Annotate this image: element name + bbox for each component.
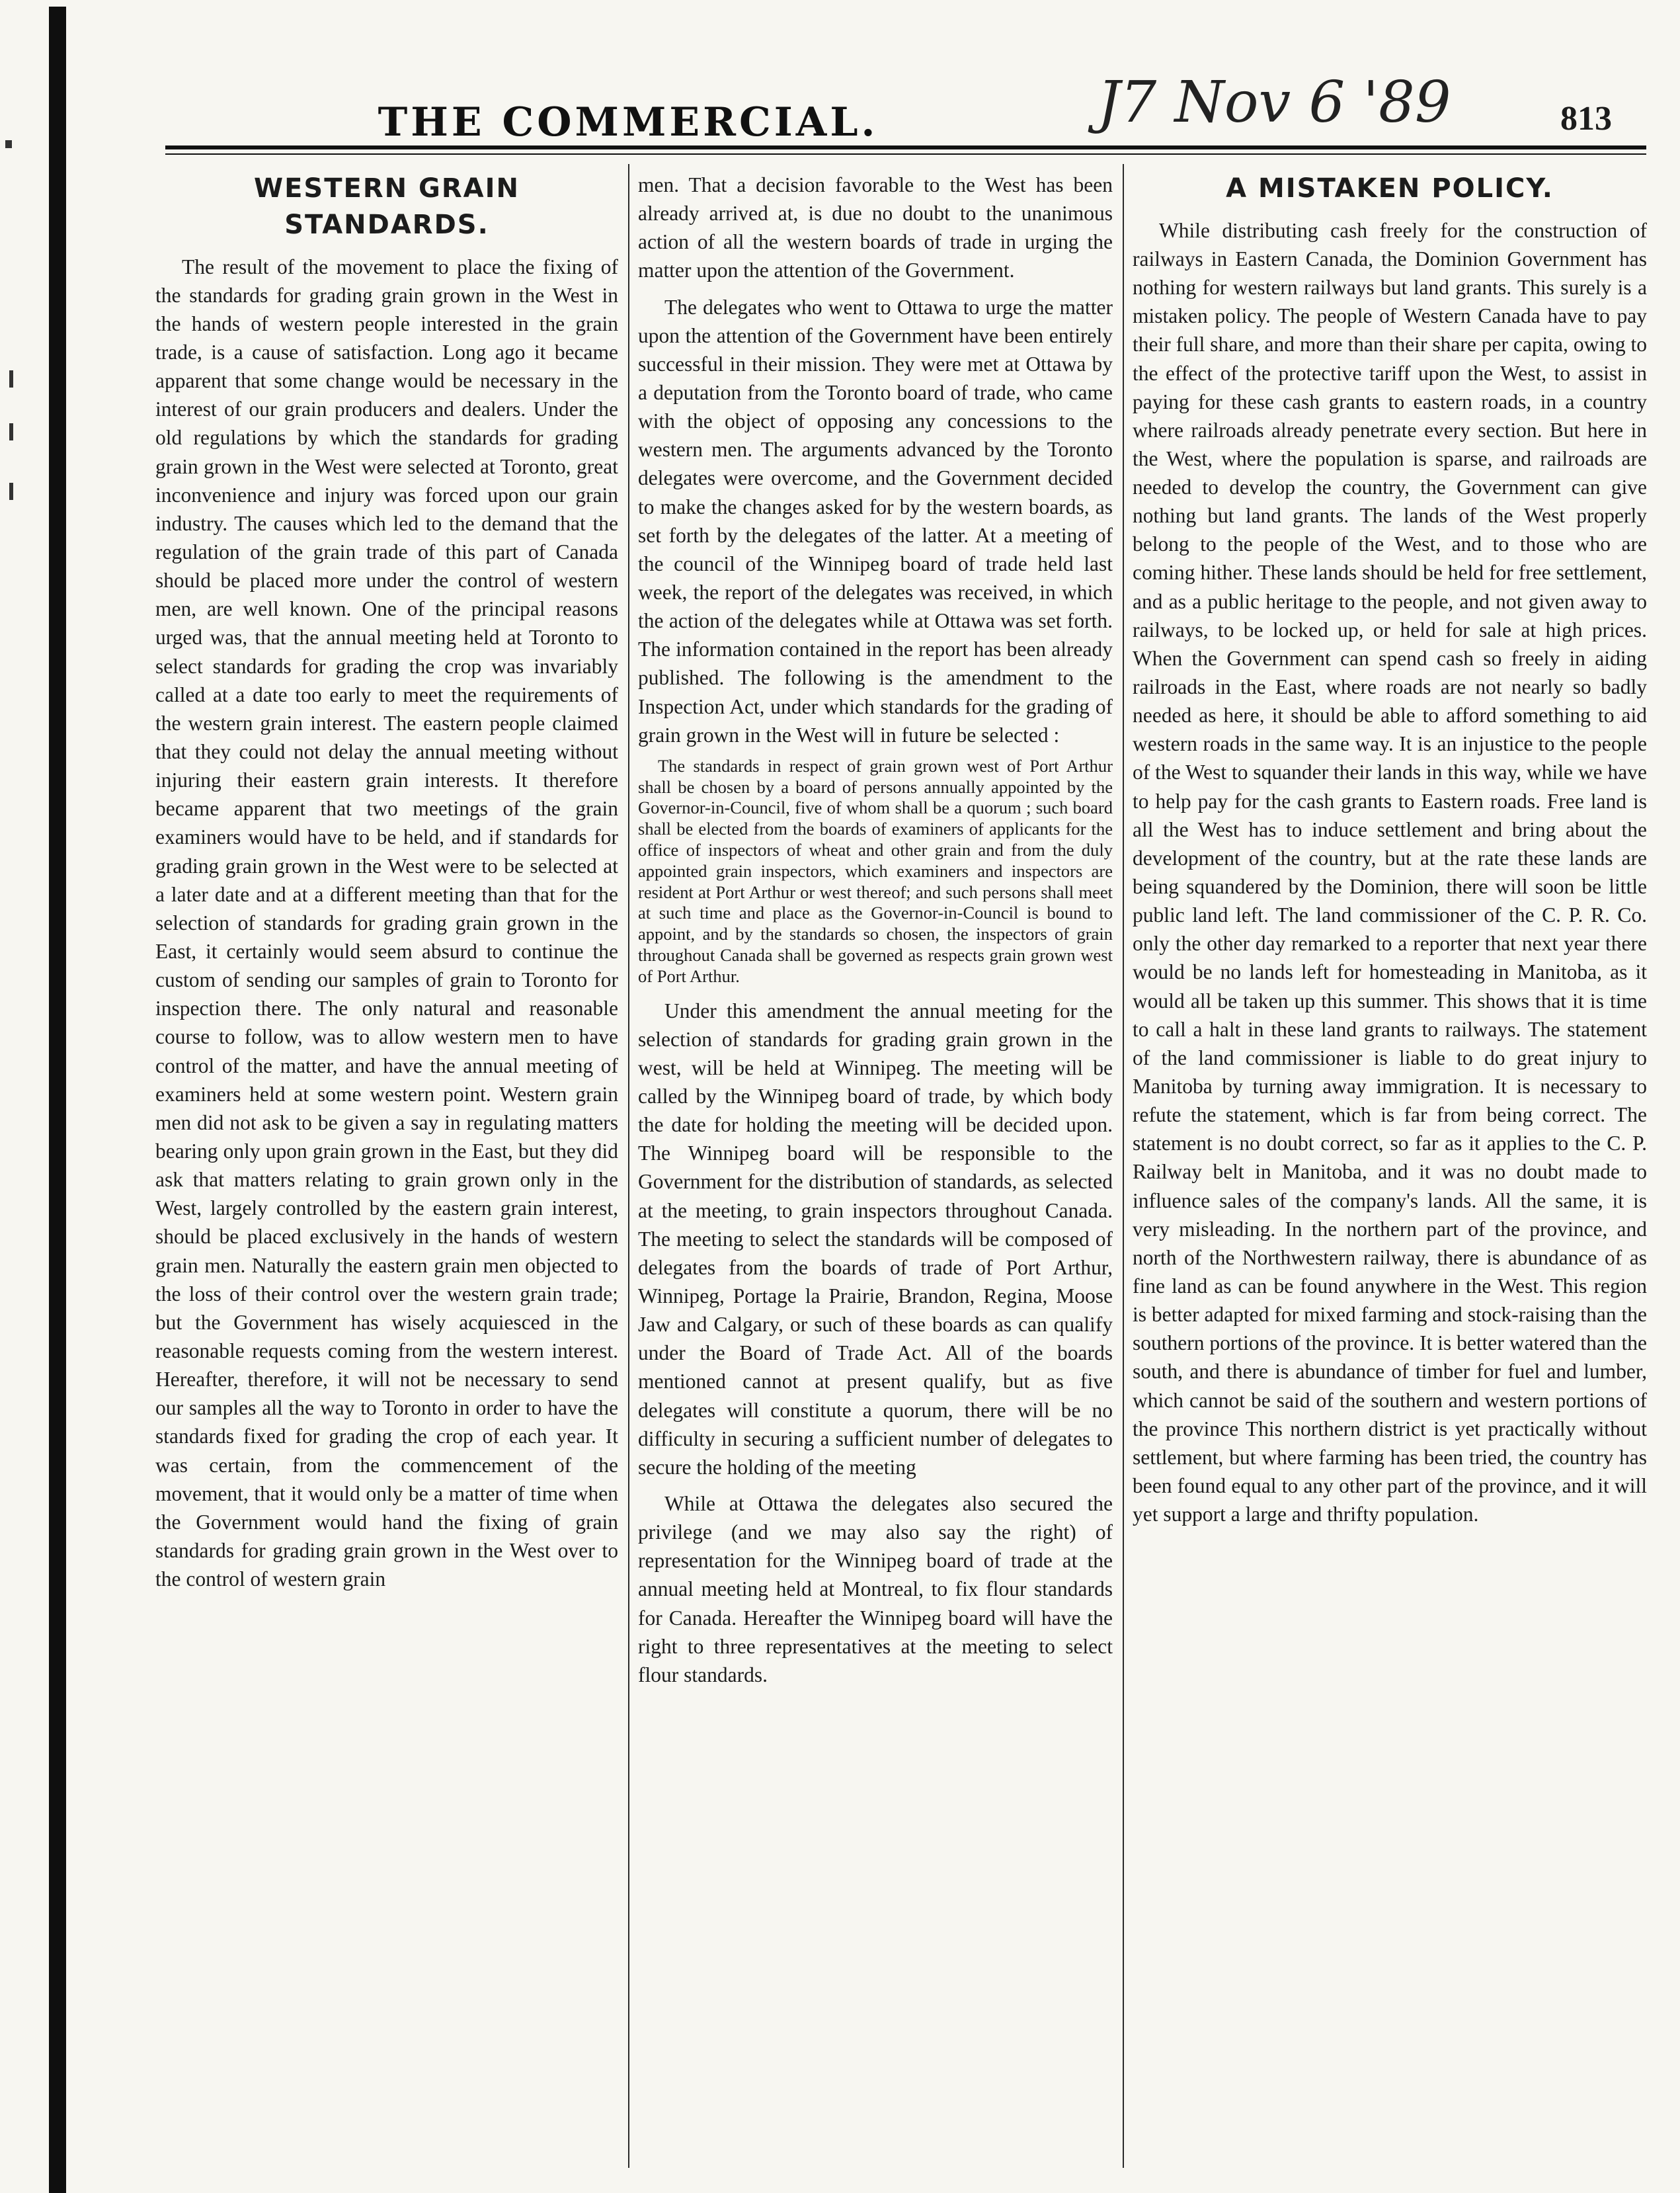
article-paragraph: The delegates who went to Ottawa to urge the matter upon the attention of the Government have been entirely successful in their mission. They were met at Ottawa by a deputation from the Toronto board of trade, who came with the object of opposing any concessions to the western men. The arguments advanced by the Toronto delegates were overcome, and the Government decided to make the changes asked for by the western boards, as set forth by the delegates of the latter. At a meeting of the council of the Winnipeg board of trade held last week, the report of the delegates was received, in which the action of the delegates while at Ottawa was set forth. The information contained in the report has been already published. The following is the amendment to the Inspection Act, under which standards for the grading of grain grown in the West will in future be selected : [638,295,1113,747]
margin-mark [5,140,12,148]
handwritten-date: J7 Nov 6 '89 [1098,69,1451,136]
article-continuation [638,171,1113,2174]
quoted-amendment: The standards in respect of grain grown west of Port Arthur shall be chosen by a board of persons annually appointed by the Governor-in-Council, five of whom shall be a quorum ; such board shall be elected from the boards of examiners of applicants for the office of inspectors of wheat and other grain and from the duly appointed grain inspectors, which examiners and inspectors are resident at Port Arthur or west thereof; and such persons shall meet at such time and place as the Governor-in-Council is bound to appoint, and by the standards so chosen, the inspectors of grain throughout Canada shall be governed as respects grain grown west of Port Arthur. [638,755,1113,986]
article-mistaken-policy [1133,171,1647,2174]
masthead-rule-thin [165,153,1646,155]
column-divider [1123,164,1124,2168]
article-paragraph: The result of the movement to place the fixing of the standards for grading grain grown in the West in the hands of western people interested in the grain trade, is a cause of satisfaction. Long ago it became apparent that some change would be necessary in the interest of our grain producers and dealers. Under the old regulations by which the standards for grading grain grown in the West were selected at Toronto, great inconvenience and injury was forced upon our grain industry. The causes which led to the demand that the regulation of the grain trade of this part of Canada should be placed more under the control of western men, are well known. One of the principal reasons urged was, that the annual meeting held at Toronto to select standards for grading the crop was invariably called at a date too early to meet the requirements of the western grain interest. The eastern people claimed that they could not delay the annual meeting without injuring their eastern grain interests. It therefore became apparent that two meetings of the grain examiners would have to be held, and if standards for grading grain grown in the West were to be selected at a later date and at a different meeting than that for the selection of standards for grading grain grown in the East, it certainly would seem absurd to continue the custom of sending our samples of grain to Toronto for inspection there. The only natural and reasonable course to follow, was to allow western men to have control of the matter, and have the annual meeting of examiners held at some western point. Western grain men did not ask to be given a say in regulating matters bearing only upon grain grown in the East, but they did ask that matters relating to grain grown only in the West, largely controlled by the eastern grain interest, should be placed exclusively in the hands of western grain men. Naturally the eastern grain men objected to the loss of their control over the western grain trade; but the Government has wisely acquiesced in the reasonable requests coming from the western interest. Hereafter, therefore, it will not be necessary to send our samples all the way to Toronto in order to have the standards fixed for grading the crop of each year. It was certain, from the commencement of the movement, that it would only be a matter of time when the Government would hand the fixing of grain standards for grading grain grown in the West over to the control of western grain [155,255,618,1591]
article-paragraph: Under this amendment the annual meeting for the selection of standards for grading grain grown in the west, will be held at Winnipeg. The meeting will be called by the Winnipeg board of trade, by which body the date for holding the meeting will be decided upon. The Winnipeg board will be responsible to the Government for the distribution of standards, as selected at the meeting, to grain inspectors throughout Canada. The meeting to select the standards will be composed of delegates from the boards of trade of Port Arthur, Winnipeg, Portage la Prairie, Brandon, Regina, Moose Jaw and Calgary, or such of these boards as can qualify under the Board of Trade Act. All of the boards mentioned cannot at present qualify, but as five delegates will constitute a quorum, there will be no difficulty in securing a sufficient number of delegates to secure the holding of the meeting [638,999,1113,1479]
masthead-title: THE COMMERCIAL. [378,99,879,145]
article-western-grain-standards [155,171,618,2174]
page-number: 813 [1560,100,1612,138]
column-divider [628,164,629,2168]
masthead-rule [165,145,1646,149]
article-paragraph: While distributing cash freely for the construction of railways in Eastern Canada, the Dominion Government has nothing for western railways but land grants. This surely is a mistaken policy. The people of Western Canada have to pay their full share, and more than their share per capita, owing to the effect of the protective tariff upon the West, to assist in paying for these cash grants to eastern roads, in a country where railroads already penetrate every section. But here in the West, where the population is sparse, and railroads are needed to develop the country, the Government can give nothing but land grants. The lands of the West properly belong to the people of the West, and to those who are coming hither. These lands should be held for free settlement, and as a public heritage to the people, and not given away to railways, to be locked up, or held for sale at high prices. When the Government can spend cash so freely in aiding railroads in the East, where roads are not nearly so badly needed as here, it should be able to afford something to aid western roads in the same way. It is an injustice to the people of the West to squander their lands in this way, while we have to help pay for the cash grants to Eastern roads. Free land is all the West has to induce settlement and bring about the development of the country, but at the rate these lands are being squandered by the Dominion, there will soon be little public land left. The land commissioner of the C. P. R. Co. only the other day remarked to a reporter that next year there would be no lands left for homesteading in Manitoba, as it would all be taken up this summer. This shows that it is time to call a halt in these land grants to railways. The statement of the land commissioner is liable to do great injury to Manitoba by turning away immigration. It is necessary to refute the statement, which is far from being correct. The statement is no doubt correct, so far as it applies to the C. P. Railway belt in Manitoba, and it was no doubt made to influence sales of the company's lands. All the same, it is very misleading. In the northern part of the province, and north of the Northwestern railway, there is abundance of as fine land as can be found anywhere in the West. This region is better adapted for mixed farming and stock-raising than the southern portions of the province. It is better watered than the south, and there is abundance of timber for fuel and lumber, which cannot be said of the southern and western portions of the province This northern district is yet practically without settlement, but where farming has been tried, the country has been found equal to any other part of the province, and it will yet support a large and thrifty population. [1133,218,1647,1526]
margin-mark [9,483,13,500]
article-headline: A MISTAKEN POLICY. [1226,173,1554,204]
article-headline: WESTERN GRAIN STANDARDS. [253,173,520,240]
article-paragraph: men. That a decision favorable to the West has been already arrived at, is due no doubt to the unanimous action of all the western boards of trade in urging the matter upon the attention of the Government. [638,173,1113,282]
margin-mark [9,370,13,388]
binding-spine [49,7,66,2193]
article-paragraph: While at Ottawa the delegates also secured the privilege (and we may also say the right) of representation for the Winnipeg board of trade at the annual meeting held at Montreal, to fix flour standards for Canada. Hereafter the Winnipeg board will have the right to three representatives at the meeting to select flour standards. [638,1491,1113,1686]
margin-mark [9,423,13,440]
